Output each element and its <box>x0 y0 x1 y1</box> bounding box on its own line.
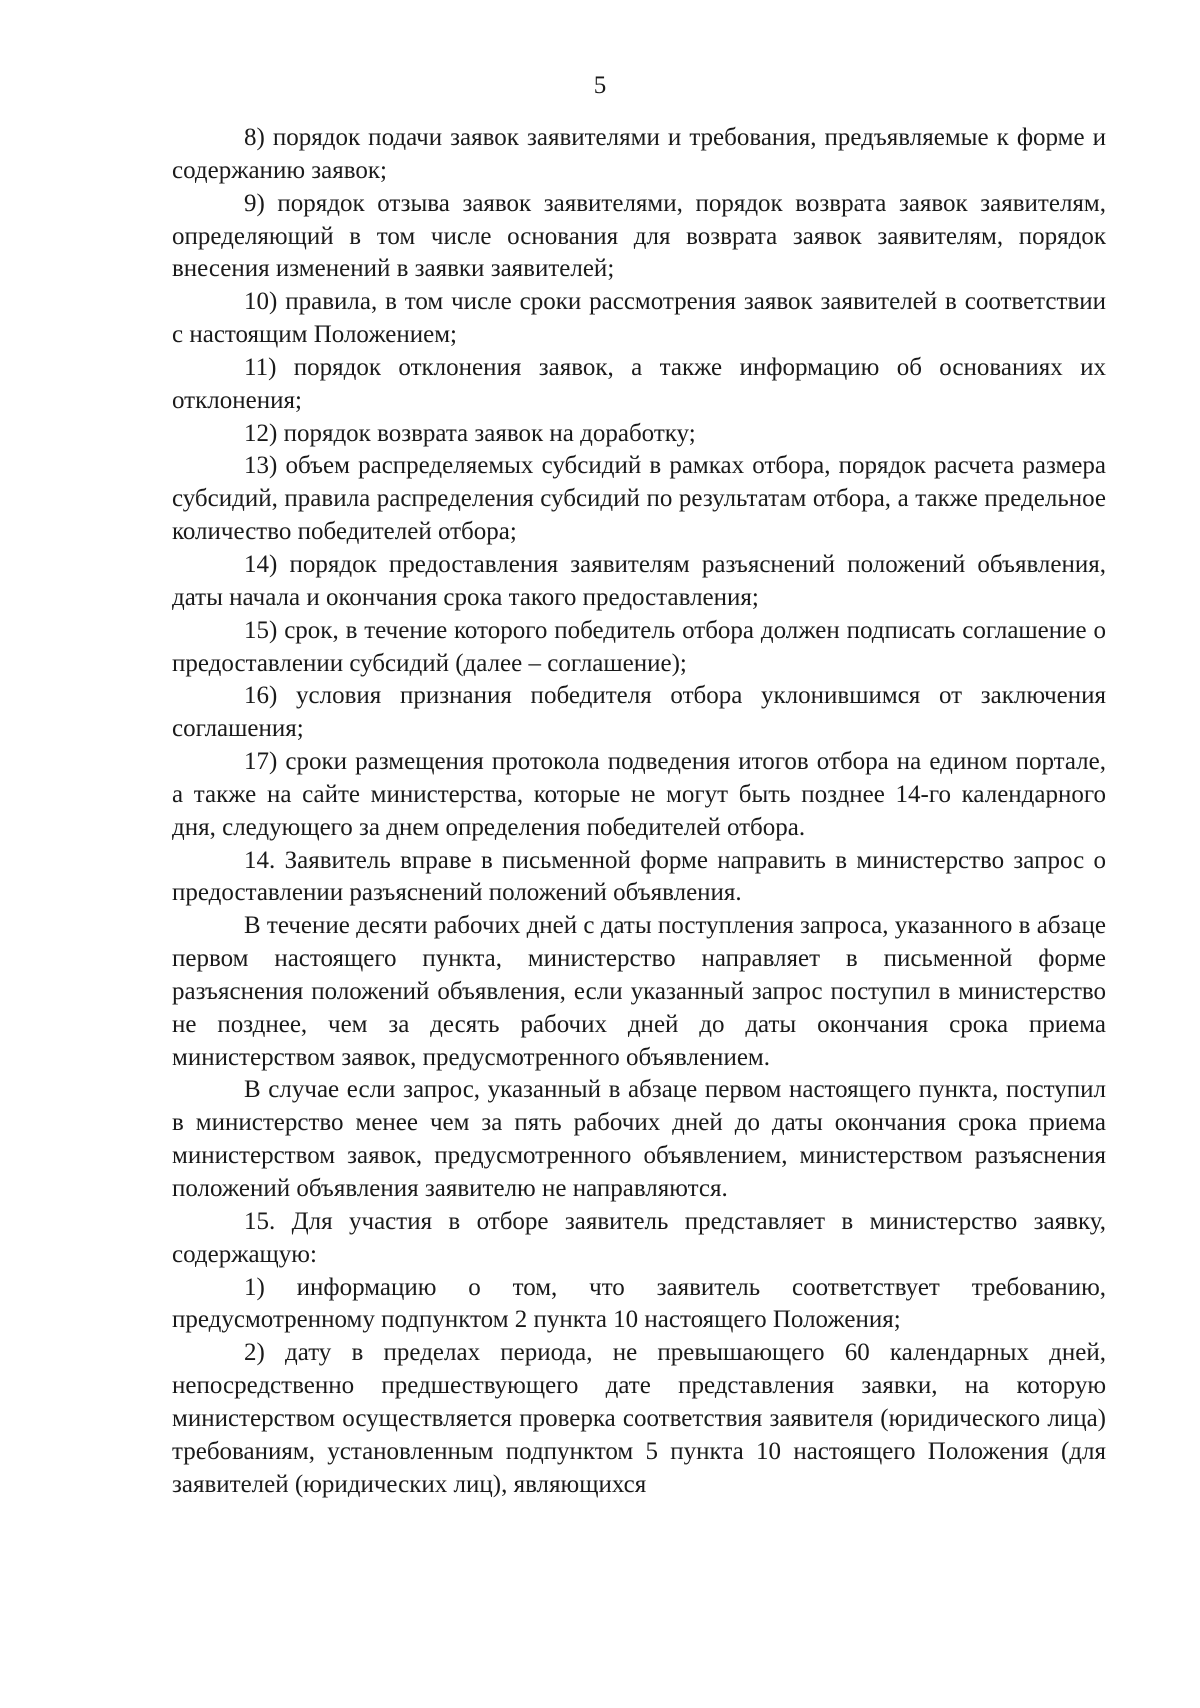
section-15-item-1: 1) информацию о том, что заявитель соответствует требованию, предусмотренному подпунктом 2 пункта 10 настоящего Положения; <box>172 1273 1106 1334</box>
section-14-paragraph: 14. Заявитель вправе в письменной форме направить в министерство запрос о предоставлении разъяснений положений объявления. <box>172 846 1106 907</box>
paragraph-item-14: 14) порядок предоставления заявителям разъяснений положений объявления, даты начала и окончания срока такого предоставления; <box>172 550 1106 611</box>
paragraph-item-12: 12) порядок возврата заявок на доработку; <box>244 419 696 447</box>
section-15-item-2: 2) дату в пределах периода, не превышающего 60 календарных дней, непосредственно предшествующего дате представления заявки, на которую министерством осуществляется проверка соответствия заявителя (юридического лица) требованиям, установленным подпунктом 5 пункта 10 настоящего Положения (для заявителей (юридических лиц), являющихся <box>172 1339 1106 1498</box>
paragraph-item-15: 15) срок, в течение которого победитель отбора должен подписать соглашение о предоставлении субсидий (далее – соглашение); <box>172 616 1106 677</box>
section-15-paragraph: 15. Для участия в отборе заявитель представляет в министерство заявку, содержащую: <box>172 1207 1106 1268</box>
document-body <box>172 122 1106 1501</box>
paragraph-item-9: 9) порядок отзыва заявок заявителями, порядок возврата заявок заявителям, определяющий в том числе основания для возврата заявок заявителям, порядок внесения изменений в заявки заявителей; <box>172 189 1106 283</box>
paragraph-item-16: 16) условия признания победителя отбора уклонившимся от заключения соглашения; <box>172 682 1106 743</box>
page-number: 5 <box>593 72 607 99</box>
section-14-clarification-paragraph: В течение десяти рабочих дней с даты поступления запроса, указанного в абзаце первом настоящего пункта, министерство направляет в письменной форме разъяснения положений объявления, если указанный запрос поступил в министерство не позднее, чем за десять рабочих дней до даты окончания срока приема министерством заявок, предусмотренного объявлением. <box>172 912 1106 1071</box>
paragraph-item-10: 10) правила, в том числе сроки рассмотрения заявок заявителей в соответствии с настоящим Положением; <box>172 288 1106 349</box>
section-14-late-request-paragraph: В случае если запрос, указанный в абзаце первом настоящего пункта, поступил в министерство менее чем за пять рабочих дней до даты окончания срока приема министерством заявок, предусмотренного объявлением, министерством разъяснения положений объявления заявителю не направляются. <box>172 1076 1106 1202</box>
paragraph-item-11: 11) порядок отклонения заявок, а также информацию об основаниях их отклонения; <box>172 353 1106 414</box>
paragraph-item-13: 13) объем распределяемых субсидий в рамках отбора, порядок расчета размера субсидий, правила распределения субсидий по результатам отбора, а также предельное количество победителей отбора; <box>172 452 1106 546</box>
paragraph-item-8: 8) порядок подачи заявок заявителями и требования, предъявляемые к форме и содержанию заявок; <box>172 124 1106 184</box>
paragraph-item-17: 17) сроки размещения протокола подведения итогов отбора на едином портале, а также на сайте министерства, которые не могут быть позднее 14-го календарного дня, следующего за днем определения победителей отбора. <box>172 748 1106 841</box>
